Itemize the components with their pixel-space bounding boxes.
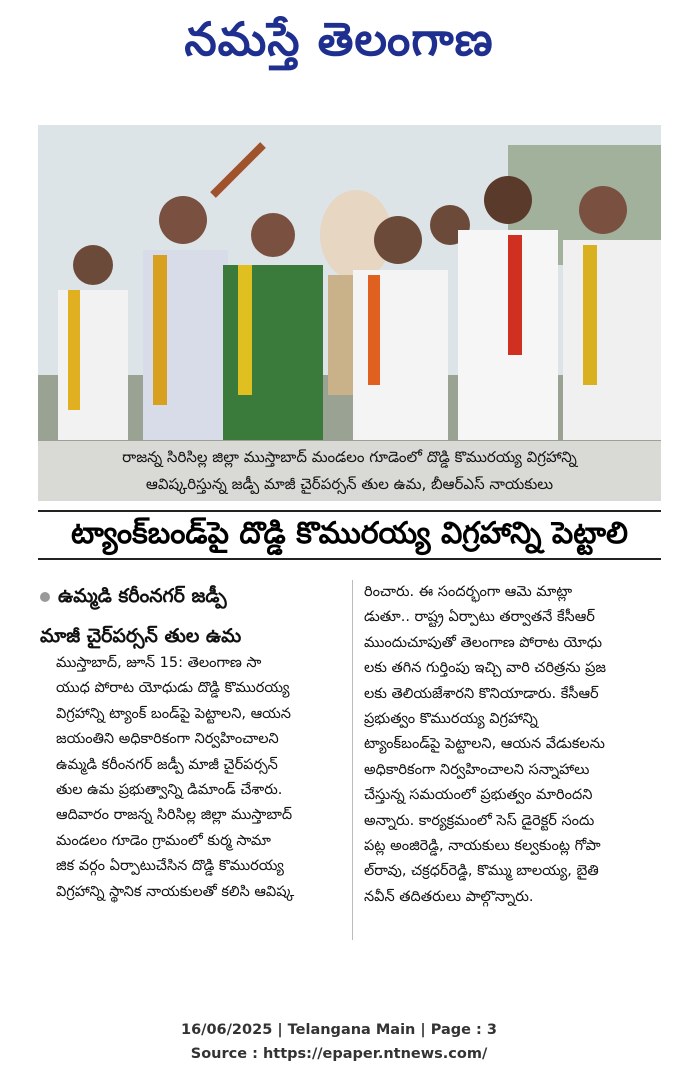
headline-bottom-rule <box>38 558 661 560</box>
article-subheads <box>40 576 340 656</box>
body-line: ఉమ్మడి కరీంనగర్ జడ్పీ మాజీ చైర్‌పర్సన్ <box>56 756 278 773</box>
body-line: డుతూ.. రాష్ట్ర ఏర్పాటు తర్వాతనే కేసీఆర్ <box>364 609 595 626</box>
body-line: ముందుచూపుతో తెలంగాణ పోరాట యోధు <box>364 634 603 651</box>
news-photo <box>38 125 661 441</box>
article-body-right <box>364 580 662 910</box>
body-line: అధికారికంగా నిర్వహించాలని సన్నాహాలు <box>364 761 590 778</box>
body-line: జిక వర్గం ఏర్పాటుచేసిన దొడ్డి కొమురయ్య <box>56 858 284 875</box>
photo-caption-line: ఆవిష్కరిస్తున్న జడ్పీ మాజీ చైర్‌పర్సన్ తుల ఉమ, బీఆర్‌ఎస్ నాయకులు <box>145 475 554 493</box>
news-photo-illustration <box>38 125 661 441</box>
body-line: జయంతిని అధికారికంగా నిర్వహించాలని <box>56 731 279 748</box>
body-line: లకు తగిన గుర్తింపు ఇచ్చి వారి చరిత్రను ప్రజ <box>364 660 607 677</box>
body-line: మండలం గూడెం గ్రామంలో కుర్మ సామా <box>56 832 271 849</box>
body-line: లకు తెలియజేశారని కొనియాడారు. కేసీఆర్ <box>364 685 599 702</box>
footer-source-link[interactable]: Source : https://epaper.ntnews.com/ <box>190 1046 488 1062</box>
body-line: యుధ పోరాట యోధుడు దొడ్డి కొమురయ్య <box>56 680 290 697</box>
subhead-line: మాజీ చైర్‌పర్సన్ తుల ఉమ <box>40 625 242 647</box>
body-line: పట్ల అంజిరెడ్డి, నాయకులు కల్వకుంట్ల గోపా <box>364 838 601 855</box>
bullet-icon <box>40 592 50 602</box>
article-body-left <box>56 651 342 905</box>
body-line: ముస్తాబాద్, జూన్ 15: తెలంగాణ సా <box>56 655 262 671</box>
body-line: విగ్రహాన్ని స్థానిక నాయకులతో కలిసి ఆవిష్క <box>56 883 295 900</box>
article-headline: ట్యాంక్‌బండ్‌పై దొడ్డి కొమురయ్య విగ్రహాన్ని పెట్టాలి <box>70 516 629 551</box>
body-line: రించారు. ఈ సందర్భంగా ఆమె మాట్లా <box>364 584 573 600</box>
body-line: విగ్రహాన్ని ట్యాంక్ బండ్‌పై పెట్టాలని, ఆయన <box>56 705 291 722</box>
body-line: తుల ఉమ ప్రభుత్వాన్ని డిమాండ్ చేశారు. <box>56 782 283 799</box>
photo-caption-line: రాజన్న సిరిసిల్ల జిల్లా ముస్తాబాద్ మండలం గూడెంలో దొడ్డి కొమురయ్య విగ్రహాన్ని <box>122 448 577 466</box>
body-line: ట్యాంక్‌బండ్‌పై పెట్టాలని, ఆయన వేడుకలను <box>364 736 605 753</box>
newspaper-masthead: నమస్తే తెలంగాణ <box>184 12 494 66</box>
body-line: చేస్తున్న సమయంలో ప్రభుత్వం మారిందని <box>364 787 593 804</box>
body-line: ప్రభుత్వం కొమురయ్య విగ్రహాన్ని <box>364 711 538 728</box>
body-line: ల్‌రావు, చక్రధర్‌రెడ్డి, కొమ్ము బాలయ్య, బైతి <box>364 863 599 880</box>
body-line: ఆదివారం రాజన్న సిరిసిల్ల జిల్లా ముస్తాబాద్ <box>56 807 293 824</box>
subhead-line: ఉమ్మడి కరీంనగర్ జడ్పీ <box>40 576 340 616</box>
footer-date-edition: 16/06/2025 | Telangana Main | Page : 3 <box>180 1022 497 1038</box>
body-line: అన్నారు. కార్యక్రమంలో సెస్ డైరెక్టర్ సందు <box>364 812 595 829</box>
column-divider <box>352 580 353 940</box>
body-line: నవీన్ తదితరులు పాల్గొన్నారు. <box>364 888 534 905</box>
photo-caption <box>38 441 661 501</box>
